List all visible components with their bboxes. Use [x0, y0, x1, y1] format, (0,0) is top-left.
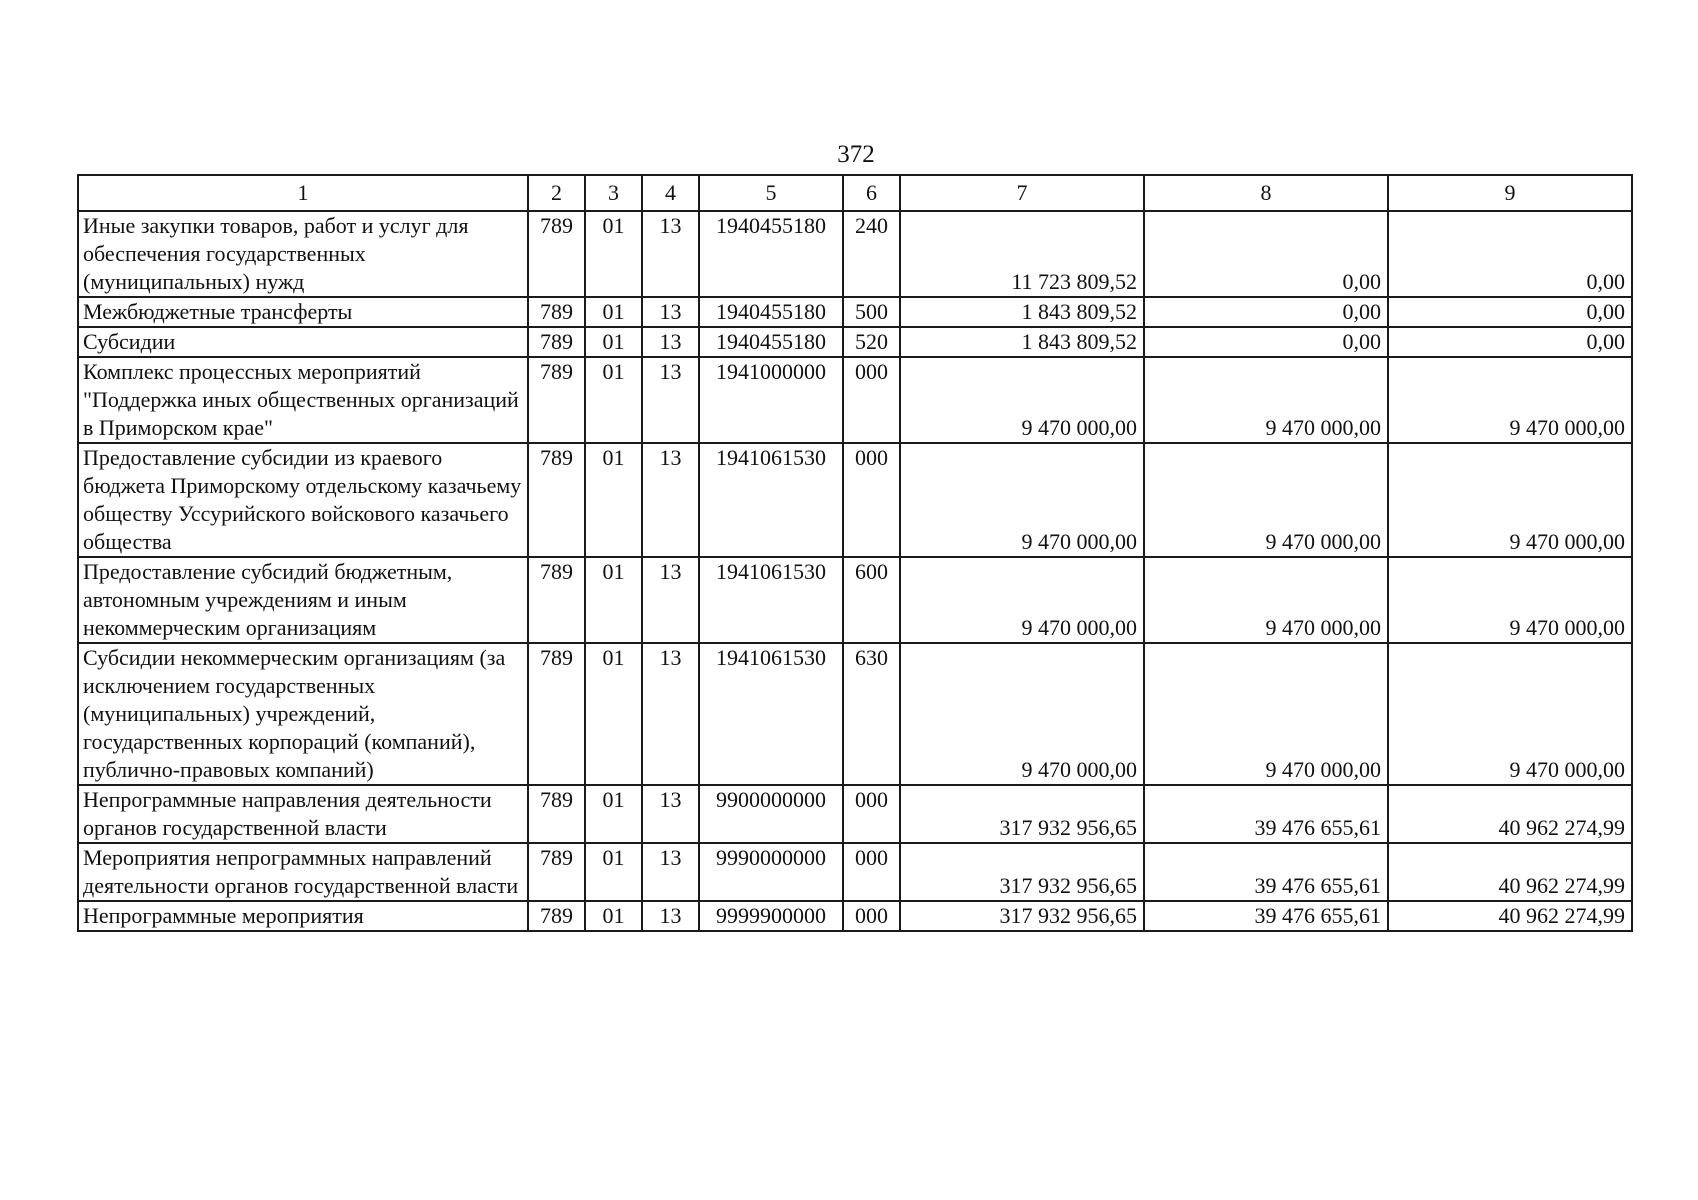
table-row	[78, 443, 1632, 557]
row-c2: 789	[528, 843, 585, 901]
row-c3: 01	[585, 297, 642, 327]
row-c5: 9999900000	[699, 901, 843, 931]
row-c8: 9 470 000,00	[1144, 643, 1388, 785]
row-c7: 9 470 000,00	[900, 643, 1144, 785]
row-c8: 0,00	[1144, 297, 1388, 327]
row-c8: 0,00	[1144, 211, 1388, 297]
row-c3: 01	[585, 557, 642, 643]
row-c8: 39 476 655,61	[1144, 901, 1388, 931]
row-c3: 01	[585, 443, 642, 557]
header-cell-5: 5	[699, 175, 843, 211]
row-c5: 1940455180	[699, 327, 843, 357]
row-name: Непрограммные мероприятия	[78, 901, 528, 931]
row-c2: 789	[528, 901, 585, 931]
row-name: Предоставление субсидии из краевого бюджета Приморскому отдельскому казачьему обществу Уссурийского войскового казачьего общества	[78, 443, 528, 557]
row-c4: 13	[642, 297, 699, 327]
row-c5: 1941000000	[699, 357, 843, 443]
row-c6: 000	[843, 901, 900, 931]
table-row	[78, 843, 1632, 901]
row-c9: 9 470 000,00	[1388, 643, 1632, 785]
row-c7: 317 932 956,65	[900, 843, 1144, 901]
table-row	[78, 297, 1632, 327]
row-c8: 9 470 000,00	[1144, 443, 1388, 557]
row-c3: 01	[585, 785, 642, 843]
row-c7: 317 932 956,65	[900, 785, 1144, 843]
row-c2: 789	[528, 643, 585, 785]
row-c9: 0,00	[1388, 297, 1632, 327]
row-c2: 789	[528, 785, 585, 843]
row-c8: 39 476 655,61	[1144, 843, 1388, 901]
row-c7: 9 470 000,00	[900, 357, 1144, 443]
row-c3: 01	[585, 643, 642, 785]
row-name: Субсидии некоммерческим организациям (за исключением государственных (муниципальных) учреждений, государственных корпораций (компаний), публично-правовых компаний)	[78, 643, 528, 785]
row-c6: 520	[843, 327, 900, 357]
row-c4: 13	[642, 327, 699, 357]
row-c6: 240	[843, 211, 900, 297]
row-c9: 40 962 274,99	[1388, 785, 1632, 843]
header-cell-7: 7	[900, 175, 1144, 211]
row-c8: 39 476 655,61	[1144, 785, 1388, 843]
row-c5: 9900000000	[699, 785, 843, 843]
row-name: Предоставление субсидий бюджетным, автономным учреждениям и иным некоммерческим организациям	[78, 557, 528, 643]
row-c8: 0,00	[1144, 327, 1388, 357]
row-c4: 13	[642, 557, 699, 643]
row-c3: 01	[585, 211, 642, 297]
row-c7: 1 843 809,52	[900, 327, 1144, 357]
header-cell-6: 6	[843, 175, 900, 211]
page-number: 372	[837, 141, 875, 168]
row-name: Мероприятия непрограммных направлений деятельности органов государственной власти	[78, 843, 528, 901]
row-c4: 13	[642, 901, 699, 931]
row-c9: 40 962 274,99	[1388, 843, 1632, 901]
row-c9: 9 470 000,00	[1388, 357, 1632, 443]
row-c5: 1941061530	[699, 557, 843, 643]
table-row	[78, 785, 1632, 843]
row-c4: 13	[642, 643, 699, 785]
budget-table	[77, 174, 1633, 932]
row-name: Субсидии	[78, 327, 528, 357]
row-c7: 9 470 000,00	[900, 557, 1144, 643]
row-c2: 789	[528, 357, 585, 443]
header-cell-8: 8	[1144, 175, 1388, 211]
header-cell-9: 9	[1388, 175, 1632, 211]
row-name: Иные закупки товаров, работ и услуг для обеспечения государственных (муниципальных) нужд	[78, 211, 528, 297]
header-cell-3: 3	[585, 175, 642, 211]
header-cell-2: 2	[528, 175, 585, 211]
table-row	[78, 327, 1632, 357]
row-c6: 000	[843, 443, 900, 557]
row-c9: 9 470 000,00	[1388, 443, 1632, 557]
row-c9: 40 962 274,99	[1388, 901, 1632, 931]
row-c3: 01	[585, 901, 642, 931]
table-row	[78, 211, 1632, 297]
row-c2: 789	[528, 297, 585, 327]
header-cell-1: 1	[78, 175, 528, 211]
row-c5: 1940455180	[699, 211, 843, 297]
row-c8: 9 470 000,00	[1144, 357, 1388, 443]
row-c6: 630	[843, 643, 900, 785]
header-cell-4: 4	[642, 175, 699, 211]
row-c4: 13	[642, 443, 699, 557]
row-c7: 1 843 809,52	[900, 297, 1144, 327]
row-c9: 0,00	[1388, 327, 1632, 357]
row-c2: 789	[528, 327, 585, 357]
row-c9: 0,00	[1388, 211, 1632, 297]
row-c9: 9 470 000,00	[1388, 557, 1632, 643]
row-name: Комплекс процессных мероприятий "Поддержка иных общественных организаций в Приморском крае"	[78, 357, 528, 443]
row-c2: 789	[528, 557, 585, 643]
row-c3: 01	[585, 357, 642, 443]
row-c6: 000	[843, 843, 900, 901]
row-c6: 500	[843, 297, 900, 327]
header-row	[78, 175, 1632, 211]
row-c7: 9 470 000,00	[900, 443, 1144, 557]
table-row	[78, 357, 1632, 443]
row-c6: 000	[843, 785, 900, 843]
row-name: Межбюджетные трансферты	[78, 297, 528, 327]
row-c5: 1940455180	[699, 297, 843, 327]
row-c8: 9 470 000,00	[1144, 557, 1388, 643]
row-c7: 317 932 956,65	[900, 901, 1144, 931]
row-c4: 13	[642, 785, 699, 843]
row-c3: 01	[585, 843, 642, 901]
row-c2: 789	[528, 443, 585, 557]
row-c4: 13	[642, 211, 699, 297]
table-row	[78, 643, 1632, 785]
table-row	[78, 557, 1632, 643]
row-c5: 1941061530	[699, 643, 843, 785]
row-c4: 13	[642, 357, 699, 443]
row-name: Непрограммные направления деятельности органов государственной власти	[78, 785, 528, 843]
row-c6: 000	[843, 357, 900, 443]
table-row	[78, 901, 1632, 931]
row-c6: 600	[843, 557, 900, 643]
row-c3: 01	[585, 327, 642, 357]
row-c2: 789	[528, 211, 585, 297]
row-c7: 11 723 809,52	[900, 211, 1144, 297]
row-c5: 9990000000	[699, 843, 843, 901]
row-c4: 13	[642, 843, 699, 901]
row-c5: 1941061530	[699, 443, 843, 557]
